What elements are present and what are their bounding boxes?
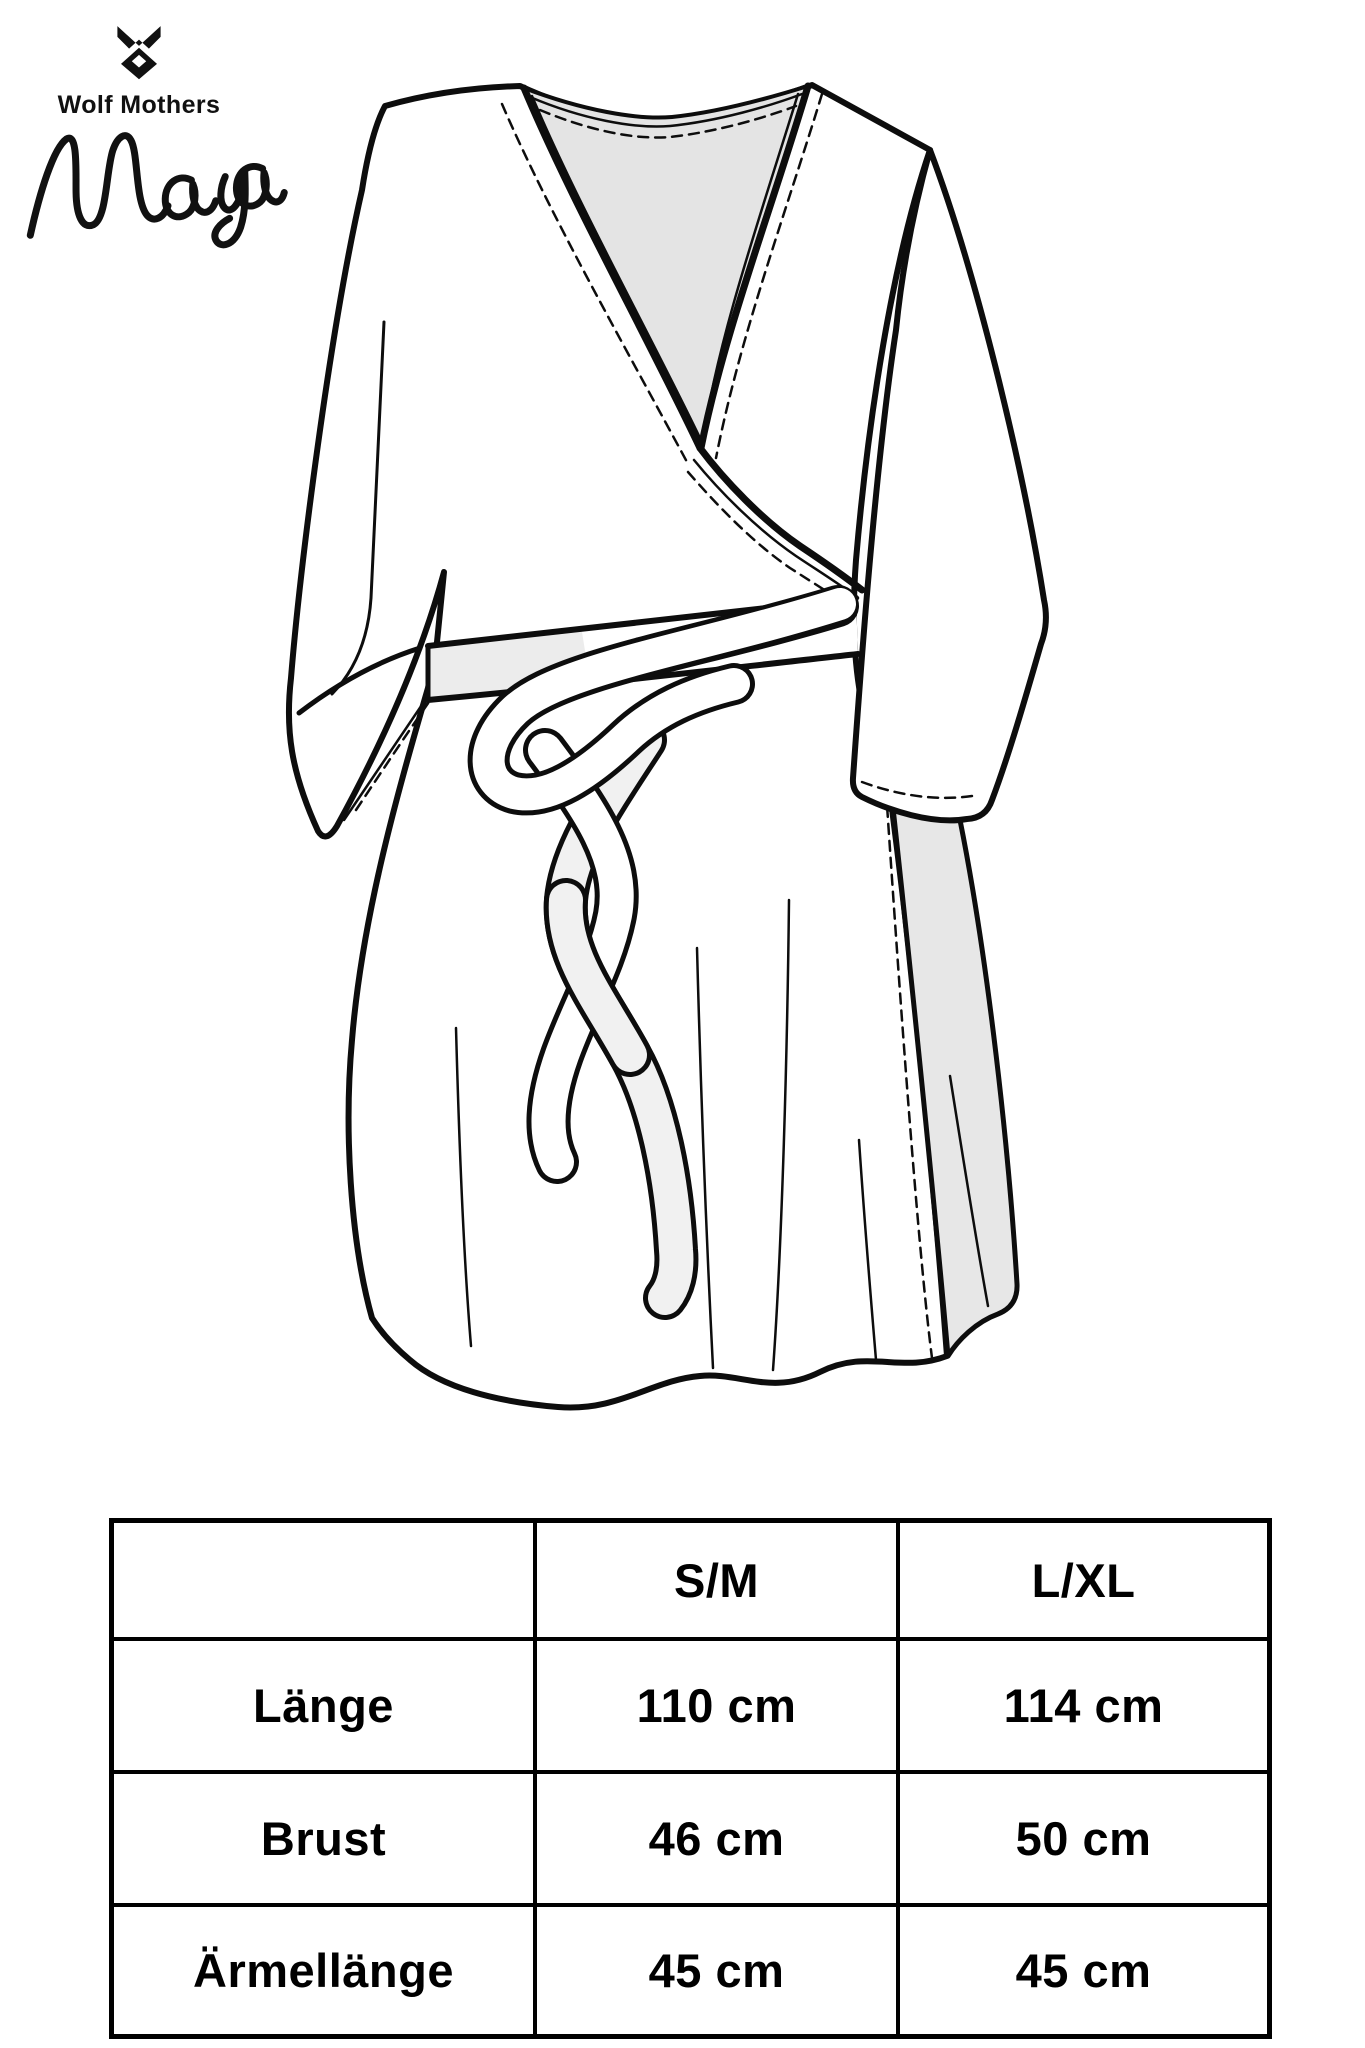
brand-name: Wolf Mothers	[57, 91, 221, 119]
row-label-brust: Brust	[114, 1774, 537, 1907]
laenge-lxl-value: 114 cm	[900, 1641, 1267, 1774]
brust-sm-value: 46 cm	[537, 1774, 900, 1907]
brust-lxl-value: 50 cm	[900, 1774, 1267, 1907]
laenge-sm-value: 110 cm	[537, 1641, 900, 1774]
row-label-laenge: Länge	[114, 1641, 537, 1774]
row-label-aermellaenge: Ärmellänge	[114, 1907, 537, 2034]
size-table	[109, 1518, 1272, 2039]
size-table-corner-cell	[114, 1523, 537, 1641]
size-table-header-lxl: L/XL	[900, 1523, 1267, 1641]
size-table-header-sm: S/M	[537, 1523, 900, 1641]
aermellaenge-sm-value: 45 cm	[537, 1907, 900, 2034]
aermellaenge-lxl-value: 45 cm	[1015, 1944, 1152, 1997]
